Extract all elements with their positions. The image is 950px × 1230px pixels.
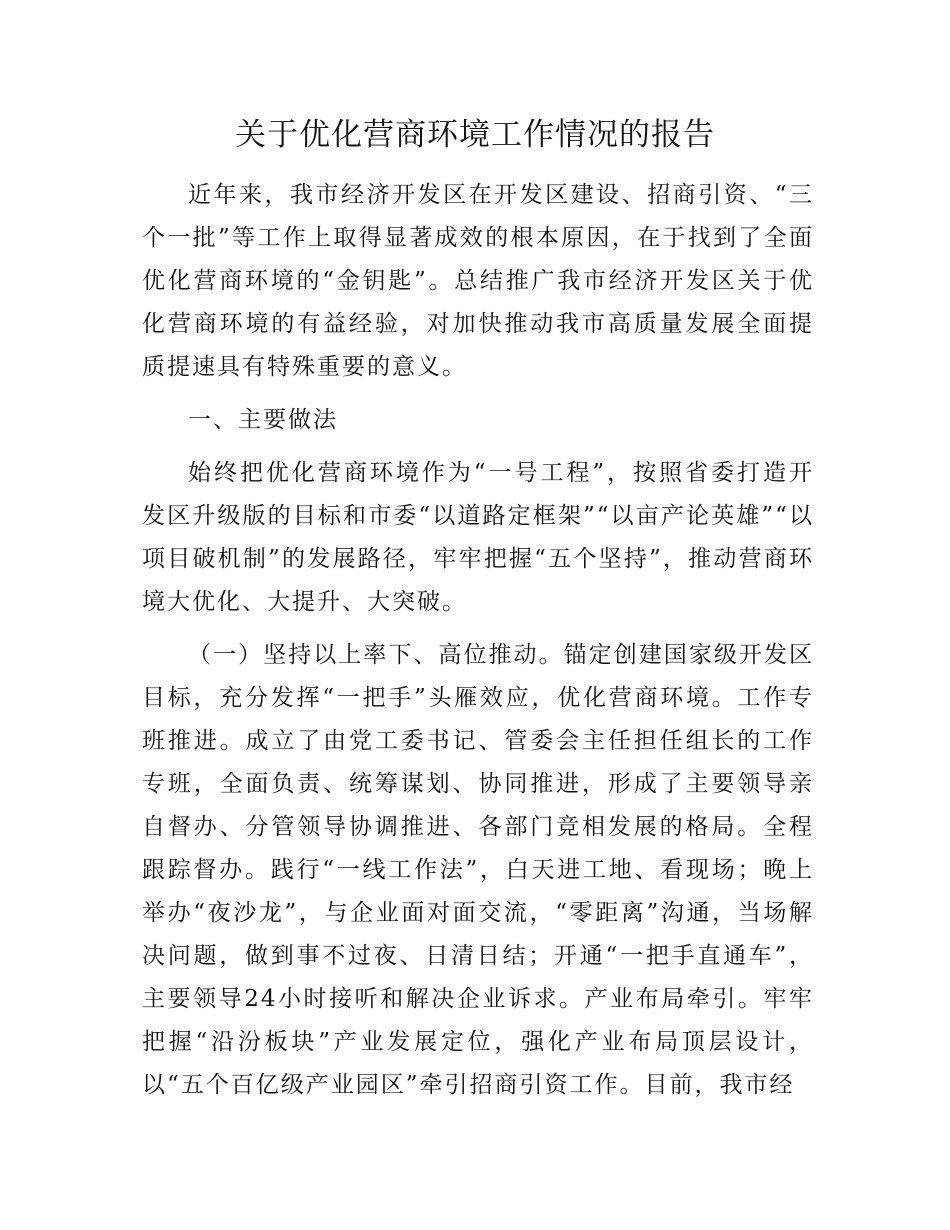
subsection-paragraph: （一）坚持以上率下、高位推动。锚定创建国家级开发区目标，充分发挥“一把手”头雁效应，优化营商环境。工作专班推进。成立了由党工委书记、管委会主任担任组长的工作专班，全面负责、统筹谋划、协同推进，形成了主要领导亲自督办、分管领导协调推进、各部门竞相发展的格局。全程跟踪督办。践行“一线工作法”，白天进工地、看现场；晚上举办“夜沙龙”，与企业面对面交流，“零距离”沟通，当场解决问题，做到事不过夜、日清日结；开通“一把手直通车”，主要领导24小时接听和解决企业诉求。产业布局牵引。牢牢把握“沿汾板块”产业发展定位，强化产业布局顶层设计，以“五个百亿级产业园区”牵引招商引资工作。目前，我市经 bbox=[142, 642, 814, 1098]
document-body bbox=[142, 174, 814, 1117]
section-heading: 一、主要做法 bbox=[188, 407, 338, 433]
document-title: 关于优化营商环境工作情况的报告 bbox=[235, 117, 715, 153]
intro-paragraph: 近年来，我市经济开发区在开发区建设、招商引资、“三个一批”等工作上取得显著成效的根本原因，在于找到了全面优化营商环境的“金钥匙”。总结推广我市经济开发区关于优化营商环境的有益经验，对加快推动我市高质量发展全面提质提速具有特殊重要的意义。 bbox=[142, 182, 814, 380]
section-intro-paragraph: 始终把优化营商环境作为“一号工程”，按照省委打造开发区升级版的目标和市委“以道路定框架”“以亩产论英雄”“以项目破机制”的发展路径，牢牢把握“五个坚持”，推动营商环境大优化、大提升、大突破。 bbox=[142, 460, 814, 615]
